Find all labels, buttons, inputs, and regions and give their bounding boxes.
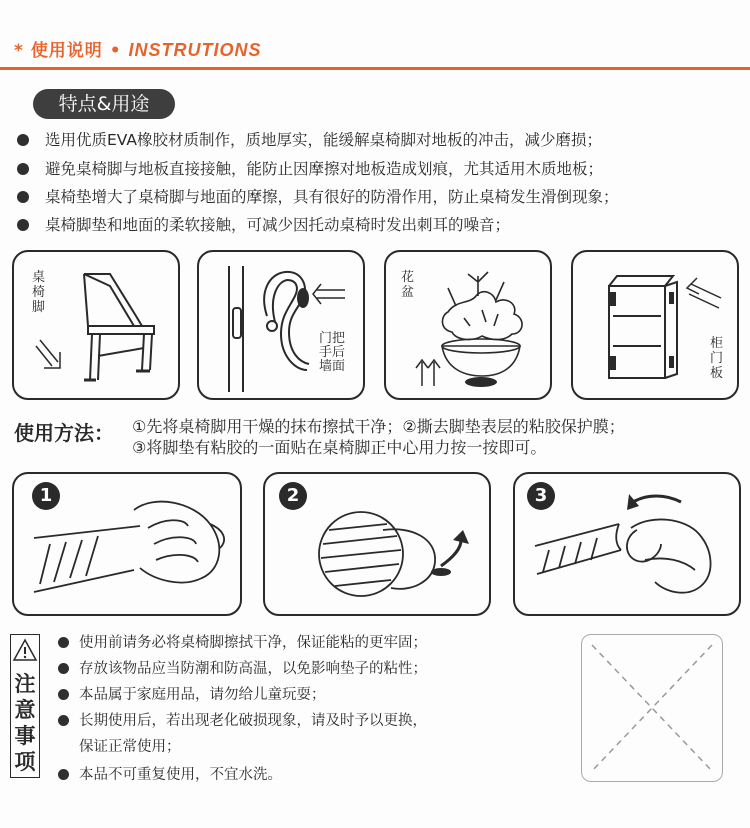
caution-note: 本品不可重复使用，不宜水洗。 xyxy=(58,765,282,785)
label-door-handle: 门把手后墙面 xyxy=(318,331,345,374)
door-handle-icon xyxy=(199,252,363,398)
feature-item: 选用优质EVA橡胶材质制作，质地厚实，能缓解桌椅脚对地板的冲击，减少磨损； xyxy=(17,127,602,153)
caution-note: 长期使用后，若出现老化破损现象，请及时予以更换， xyxy=(58,711,427,731)
illustration-door-handle xyxy=(197,250,365,400)
header-star: * xyxy=(14,41,24,61)
bullet-icon xyxy=(58,663,69,674)
label-flower-pot: 花盆 xyxy=(400,270,414,300)
step-number-3: 3 xyxy=(527,482,555,510)
illustration-cabinet xyxy=(571,250,739,400)
caution-title-char: 注 xyxy=(14,672,36,696)
label-cabinet: 柜门板 xyxy=(709,336,723,381)
illustration-flower-pot xyxy=(384,250,552,400)
bullet-icon xyxy=(58,637,69,648)
warning-triangle-icon xyxy=(12,636,38,666)
header-title xyxy=(14,36,262,61)
caution-title-char: 事 xyxy=(14,724,36,748)
features-label: 特点&用途 xyxy=(33,89,175,119)
caution-note: 存放该物品应当防潮和防高温，以免影响垫子的粘性； xyxy=(58,659,427,679)
caution-note: 本品属于家庭用品，请勿给儿童玩耍； xyxy=(58,685,326,705)
label-chair-leg: 桌椅脚 xyxy=(31,270,45,315)
feature-item: 桌椅脚垫和地面的柔软接触，可减少因托动桌椅时发出刺耳的噪音； xyxy=(17,212,510,238)
feature-item: 避免桌椅脚与地板直接接触，能防止因摩擦对地板造成划痕，尤其适用木质地板； xyxy=(17,156,603,182)
illustration-chair xyxy=(12,250,180,400)
bullet-icon xyxy=(58,715,69,726)
bullet-icon xyxy=(17,134,29,146)
caution-note: 使用前请务必将桌椅脚擦拭干净，保证能粘的更牢固； xyxy=(58,633,427,653)
caution-title-char: 项 xyxy=(14,750,36,774)
placeholder-cross-icon xyxy=(582,635,722,781)
bullet-icon xyxy=(58,769,69,780)
bullet-icon xyxy=(17,219,29,231)
bullet-icon xyxy=(17,163,29,175)
header-title-cn: 使用说明 xyxy=(30,41,103,61)
header-divider xyxy=(0,67,750,70)
bullet-icon xyxy=(17,191,29,203)
step-number-2: 2 xyxy=(279,482,307,510)
step-box-2 xyxy=(263,472,491,616)
header-bullet: • xyxy=(109,41,122,61)
method-title: 使用方法： xyxy=(14,421,114,445)
step-box-3 xyxy=(513,472,741,616)
method-line-1: ①先将桌椅脚用干燥的抹布擦拭干净；②撕去脚垫表层的粘胶保护膜； xyxy=(132,417,625,436)
method-line-2: ③将脚垫有粘胶的一面贴在桌椅脚正中心用力按一按即可。 xyxy=(132,438,547,457)
bullet-icon xyxy=(58,689,69,700)
image-placeholder xyxy=(581,634,723,782)
step-number-1: 1 xyxy=(32,482,60,510)
header-title-en: INSTRUTIONS xyxy=(128,40,262,60)
step-box-1 xyxy=(12,472,242,616)
feature-item: 桌椅垫增大了桌椅脚与地面的摩擦，具有很好的防滑作用，防止桌椅发生滑倒现象； xyxy=(17,184,619,210)
caution-note-continued: 保证正常使用； xyxy=(79,739,181,755)
caution-title-char: 意 xyxy=(14,698,36,722)
